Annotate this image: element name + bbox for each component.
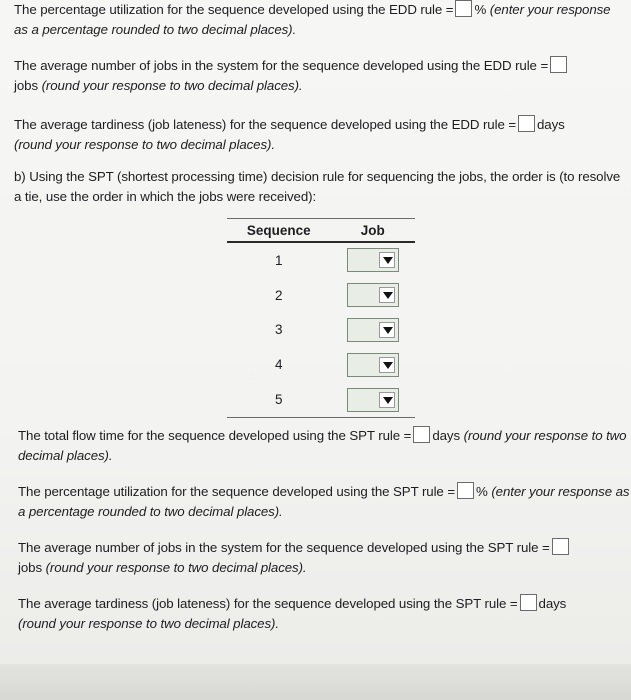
job-select-3[interactable] <box>347 318 399 342</box>
spt-tardiness-label: The average tardiness (job lateness) for the sequence developed using the SPT rule = <box>18 596 518 611</box>
edd-avg-jobs-instruction: (round your response to two decimal places). <box>41 78 303 93</box>
job-select-4[interactable] <box>347 353 399 377</box>
job-select-1[interactable] <box>347 248 399 272</box>
dropdown-arrow-icon <box>383 397 393 404</box>
job-header: Job <box>331 219 415 243</box>
dropdown-arrow-icon <box>383 257 393 264</box>
edd-avg-jobs-label: The average number of jobs in the system for the sequence developed using the EDD rule = <box>14 58 549 73</box>
jobs-unit: jobs <box>14 78 42 93</box>
sequence-number: 1 <box>275 252 283 268</box>
bottom-shadow <box>0 664 631 700</box>
dropdown-button[interactable] <box>379 287 395 303</box>
edd-avg-jobs-input[interactable] <box>550 56 567 73</box>
days-unit: days <box>538 596 567 611</box>
job-select-5[interactable] <box>347 388 399 412</box>
table-row <box>227 278 415 313</box>
edd-utilization-input[interactable] <box>455 0 472 17</box>
jobs-unit: jobs <box>18 560 46 575</box>
spt-tardiness-instruction: (round your response to two decimal places). <box>18 616 279 631</box>
sequence-number: 3 <box>275 322 283 338</box>
edd-tardiness-instruction: (round your response to two decimal places). <box>14 137 275 152</box>
table-row <box>227 313 415 348</box>
edd-tardiness-question <box>14 115 626 155</box>
spt-utilization-instruction: (enter your response as a percentage rounded to two decimal places). <box>18 484 630 519</box>
edd-utilization-question <box>14 0 626 40</box>
table-row <box>227 347 415 382</box>
dropdown-button[interactable] <box>379 322 395 338</box>
days-unit: days <box>432 428 464 443</box>
sequence-number: 4 <box>275 357 283 373</box>
spt-utilization-label: The percentage utilization for the sequence developed using the SPT rule = <box>18 484 455 499</box>
sequence-table <box>227 218 415 418</box>
spt-avg-jobs-label: The average number of jobs in the system for the sequence developed using the SPT rule = <box>18 540 550 555</box>
spt-flow-time-input[interactable] <box>413 426 430 443</box>
dropdown-arrow-icon <box>383 327 393 334</box>
spt-flow-time-instruction: (round your response to two decimal places). <box>18 428 627 463</box>
sequence-number: 5 <box>227 382 331 417</box>
edd-tardiness-label: The average tardiness (job lateness) for the sequence developed using the EDD rule = <box>14 117 516 132</box>
edd-utilization-label: The percentage utilization for the sequence developed using the EDD rule = <box>14 2 454 17</box>
percent-unit: % <box>474 2 490 17</box>
spt-avg-jobs-instruction: (round your response to two decimal places). <box>45 560 307 575</box>
spt-utilization-question <box>18 482 630 522</box>
dropdown-arrow-icon <box>383 292 393 299</box>
sequence-header: Sequence <box>227 219 331 243</box>
spt-avg-jobs-input[interactable] <box>552 538 569 555</box>
part-b-prompt: b) Using the SPT (shortest processing time) decision rule for sequencing the jobs, the order is (to resolve a tie, use the order in which the jobs were received): <box>14 169 621 204</box>
spt-tardiness-question <box>18 594 630 634</box>
dropdown-arrow-icon <box>383 362 393 369</box>
edd-avg-jobs-question <box>14 56 626 96</box>
spt-flow-time-label: The total flow time for the sequence developed using the SPT rule = <box>18 428 412 443</box>
dropdown-button[interactable] <box>379 357 395 373</box>
spt-avg-jobs-question <box>18 538 630 578</box>
spt-tardiness-input[interactable] <box>520 594 537 611</box>
dropdown-button[interactable] <box>379 252 395 268</box>
percent-unit: % <box>476 484 492 499</box>
table-row <box>227 242 415 278</box>
edd-tardiness-input[interactable] <box>518 115 535 132</box>
spt-utilization-input[interactable] <box>457 482 474 499</box>
job-select-2[interactable] <box>347 283 399 307</box>
days-unit: days <box>537 117 565 132</box>
edd-utilization-instruction: (enter your response as a percentage rounded to two decimal places). <box>14 2 611 37</box>
table-row <box>227 382 415 417</box>
spt-flow-time-question <box>18 426 630 466</box>
dropdown-button[interactable] <box>379 392 395 408</box>
sequence-number: 2 <box>275 287 283 303</box>
